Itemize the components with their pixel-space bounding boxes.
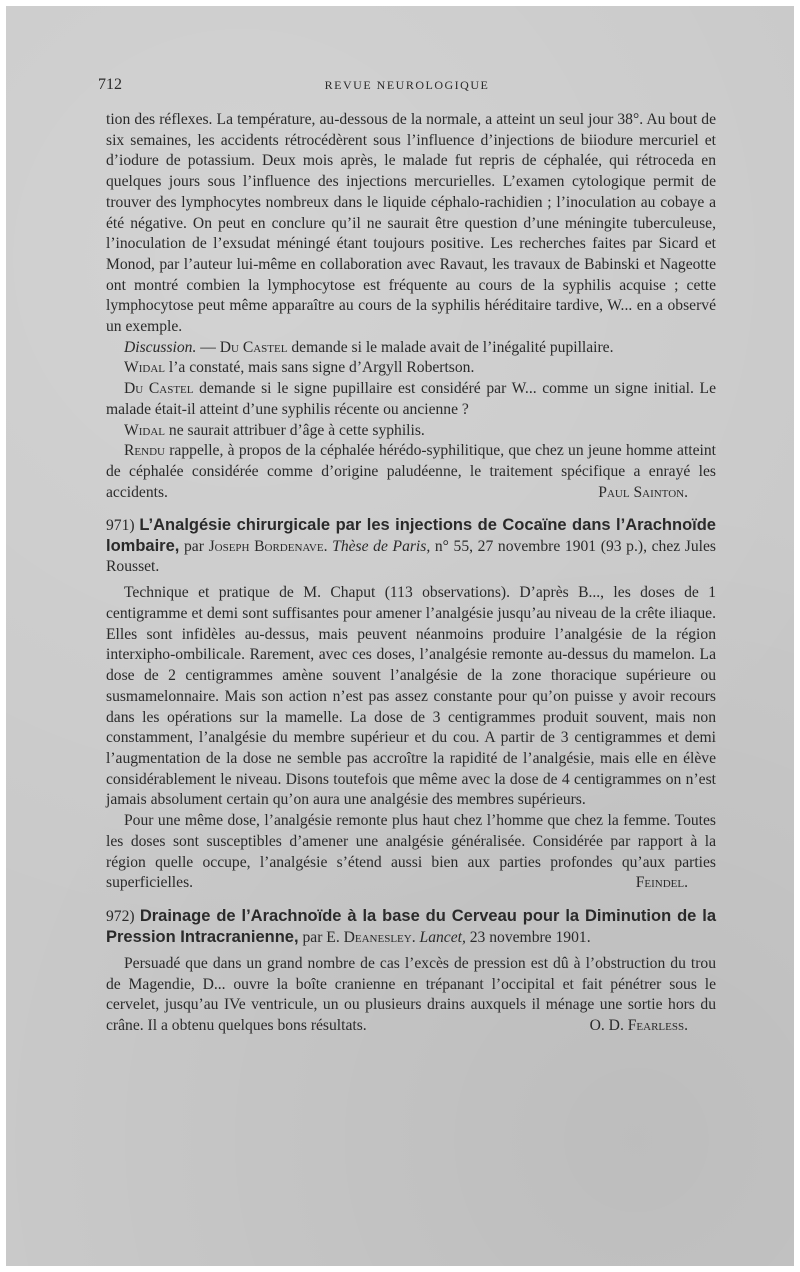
discussion-label: Discussion.	[124, 338, 197, 356]
discussion-line-3	[106, 379, 716, 420]
article-971-body-1: Technique et pratique de M. Chaput (113 observations). D’après B..., les doses de 1 centigramme et demi sont suffisantes pour amener l’analgésie jusqu’au niveau de la crête iliaque. Elles sont infidèles au-dessus, mais peuvent néanmoins produire l’analgésie de la région interxipho-ombilicale. Rarement, avec ces doses, l’analgésie remonte au-dessus du mamelon. La dose de 2 centigrammes amène souvent l’analgésie de la zone thoracique supérieure ou susmamelonnaire. Mais son action n’est pas assez constante pour qu’on puisse y avoir recours dans les opérations sur la mamelle. La dose de 3 centigrammes produit souvent, mais non constamment, l’analgésie du membre supérieur et du cou. A partir de 3 centigrammes et demi l’augmentation de la dose ne semble pas accroître la rapidité de l’analgésie, mais elle en élève considérablement le niveau. Disons toutefois que même avec la dose de 4 centigrammes on n’est jamais absolument certain qu’on aura une analgésie des membres supérieurs.	[106, 584, 716, 809]
article-971-journal: Thèse de Paris,	[332, 538, 431, 556]
discussion-line-4	[106, 421, 716, 442]
article-972-author: E. Deanesley.	[326, 928, 416, 946]
speaker-du-castel-2: Du Castel	[124, 380, 194, 398]
discussion-dash: —	[196, 338, 220, 356]
speaker-rendu: Rendu	[124, 442, 165, 460]
discussion-line-1	[106, 338, 716, 359]
article-972-title: Drainage de l’Arachnoïde à la base du Cerveau pour la Diminution de la Pression Intracranienne,	[106, 906, 716, 946]
article-972-journal: Lancet,	[419, 928, 466, 946]
article-972-body-text: Persuadé que dans un grand nombre de cas l’excès de pression est dû à l’obstruction du trou de Magendie, D... ouvre la boîte cranienne en trépanant l’occipital et fait pénétrer sous le cervelet, jusqu’au IVe ventricule, un ou plusieurs drains auxquels il ménage une sortie hors du crâne. Il a obtenu quelques bons résultats.	[106, 954, 716, 1035]
article-972-details: 23 novembre 1901.	[465, 928, 591, 946]
article-972-number: 972)	[106, 907, 135, 925]
discussion-text-5: rappelle, à propos de la céphalée hérédo-syphilitique, que chez un jeune homme atteint de céphalée considérée comme d’origine paludéenne, le traitement spécifique a enrayé les accidents.	[106, 442, 716, 501]
page-number: 712	[98, 76, 122, 93]
article-971-body-2	[106, 811, 716, 894]
discussion-text-1: demande si le malade avait de l’inégalité pupillaire.	[287, 338, 614, 356]
speaker-widal-2: Widal	[124, 421, 165, 439]
discussion-text-3: demande si le signe pupillaire est considéré par W... comme un signe initial. Le malade était-il atteint d’une syphilis récente ou ancienne ?	[106, 380, 716, 418]
running-title: REVUE NEUROLOGIQUE	[324, 78, 490, 92]
signature-sainton: Paul Sainton.	[598, 483, 688, 501]
article-972-heading	[106, 906, 716, 948]
speaker-du-castel: Du Castel	[219, 338, 288, 356]
article-971-heading	[106, 515, 716, 577]
article-972-by: par	[298, 928, 327, 946]
paragraph-continued: tion des réflexes. La température, au-dessous de la normale, a atteint un seul jour 38°. Au bout de six semaines, les accidents rétrocédèrent sous l’influence d’injections de biiodure mercuriel et d’iodure de potassium. Deux mois après, le malade fut repris de céphalée, qui rétroceda en quelques jours sous l’influence des injections mercurielles. L’examen cytologique permit de trouver des lymphocytes nombreux dans le liquide céphalo-rachidien ; l’inoculation au cobaye a été négative. On peut en conclure qu’il ne saurait être question d’une méningite tuberculeuse, l’inoculation de l’exsudat méningé étant toujours positive. Les recherches faites par Sicard et Monod, par l’auteur lui-même en collaboration avec Ravaut, les travaux de Babinski et Nageotte ont montré combien la lymphocytose est fréquente au cours de la syphilis acquise ; cette lymphocytose peut même apparaître au cours de la syphilis héréditaire tardive, W... en a observé un exemple.	[106, 111, 716, 336]
discussion-text-4: ne saurait attribuer d’âge à cette syphilis.	[165, 421, 425, 439]
page-body	[106, 110, 716, 1037]
article-972-body	[106, 954, 716, 1037]
signature-feindel: Feindel.	[635, 874, 688, 892]
article-971-number: 971)	[106, 517, 135, 535]
article-971-body-2-text: Pour une même dose, l’analgésie remonte plus haut chez l’homme que chez la femme. Toutes les doses sont susceptibles d’amener une analgésie généralisée. Considérée par rapport à la région quelle occupe, l’analgésie s’étend aussi bien aux parties profondes qu’aux parties superficielles.	[106, 812, 716, 892]
article-971-title: L’Analgésie chirurgicale par les injections de Cocaïne dans l’Arachnoïde lombaire,	[106, 516, 716, 556]
page-header	[98, 76, 716, 100]
discussion-line-2	[106, 358, 716, 379]
article-971-author: Joseph Bordenave.	[208, 538, 328, 556]
scanned-page	[6, 6, 794, 1266]
speaker-widal: Widal	[124, 359, 165, 377]
signature-fearless: O. D. Fearless.	[589, 1017, 688, 1035]
article-971-by: par	[179, 538, 209, 556]
article-971-details: n° 55, 27 novembre 1901 (93 p.), chez Jules Rousset.	[106, 538, 716, 576]
discussion-line-5	[106, 441, 716, 503]
discussion-text-2: l’a constaté, mais sans signe d’Argyll Robertson.	[165, 359, 475, 377]
